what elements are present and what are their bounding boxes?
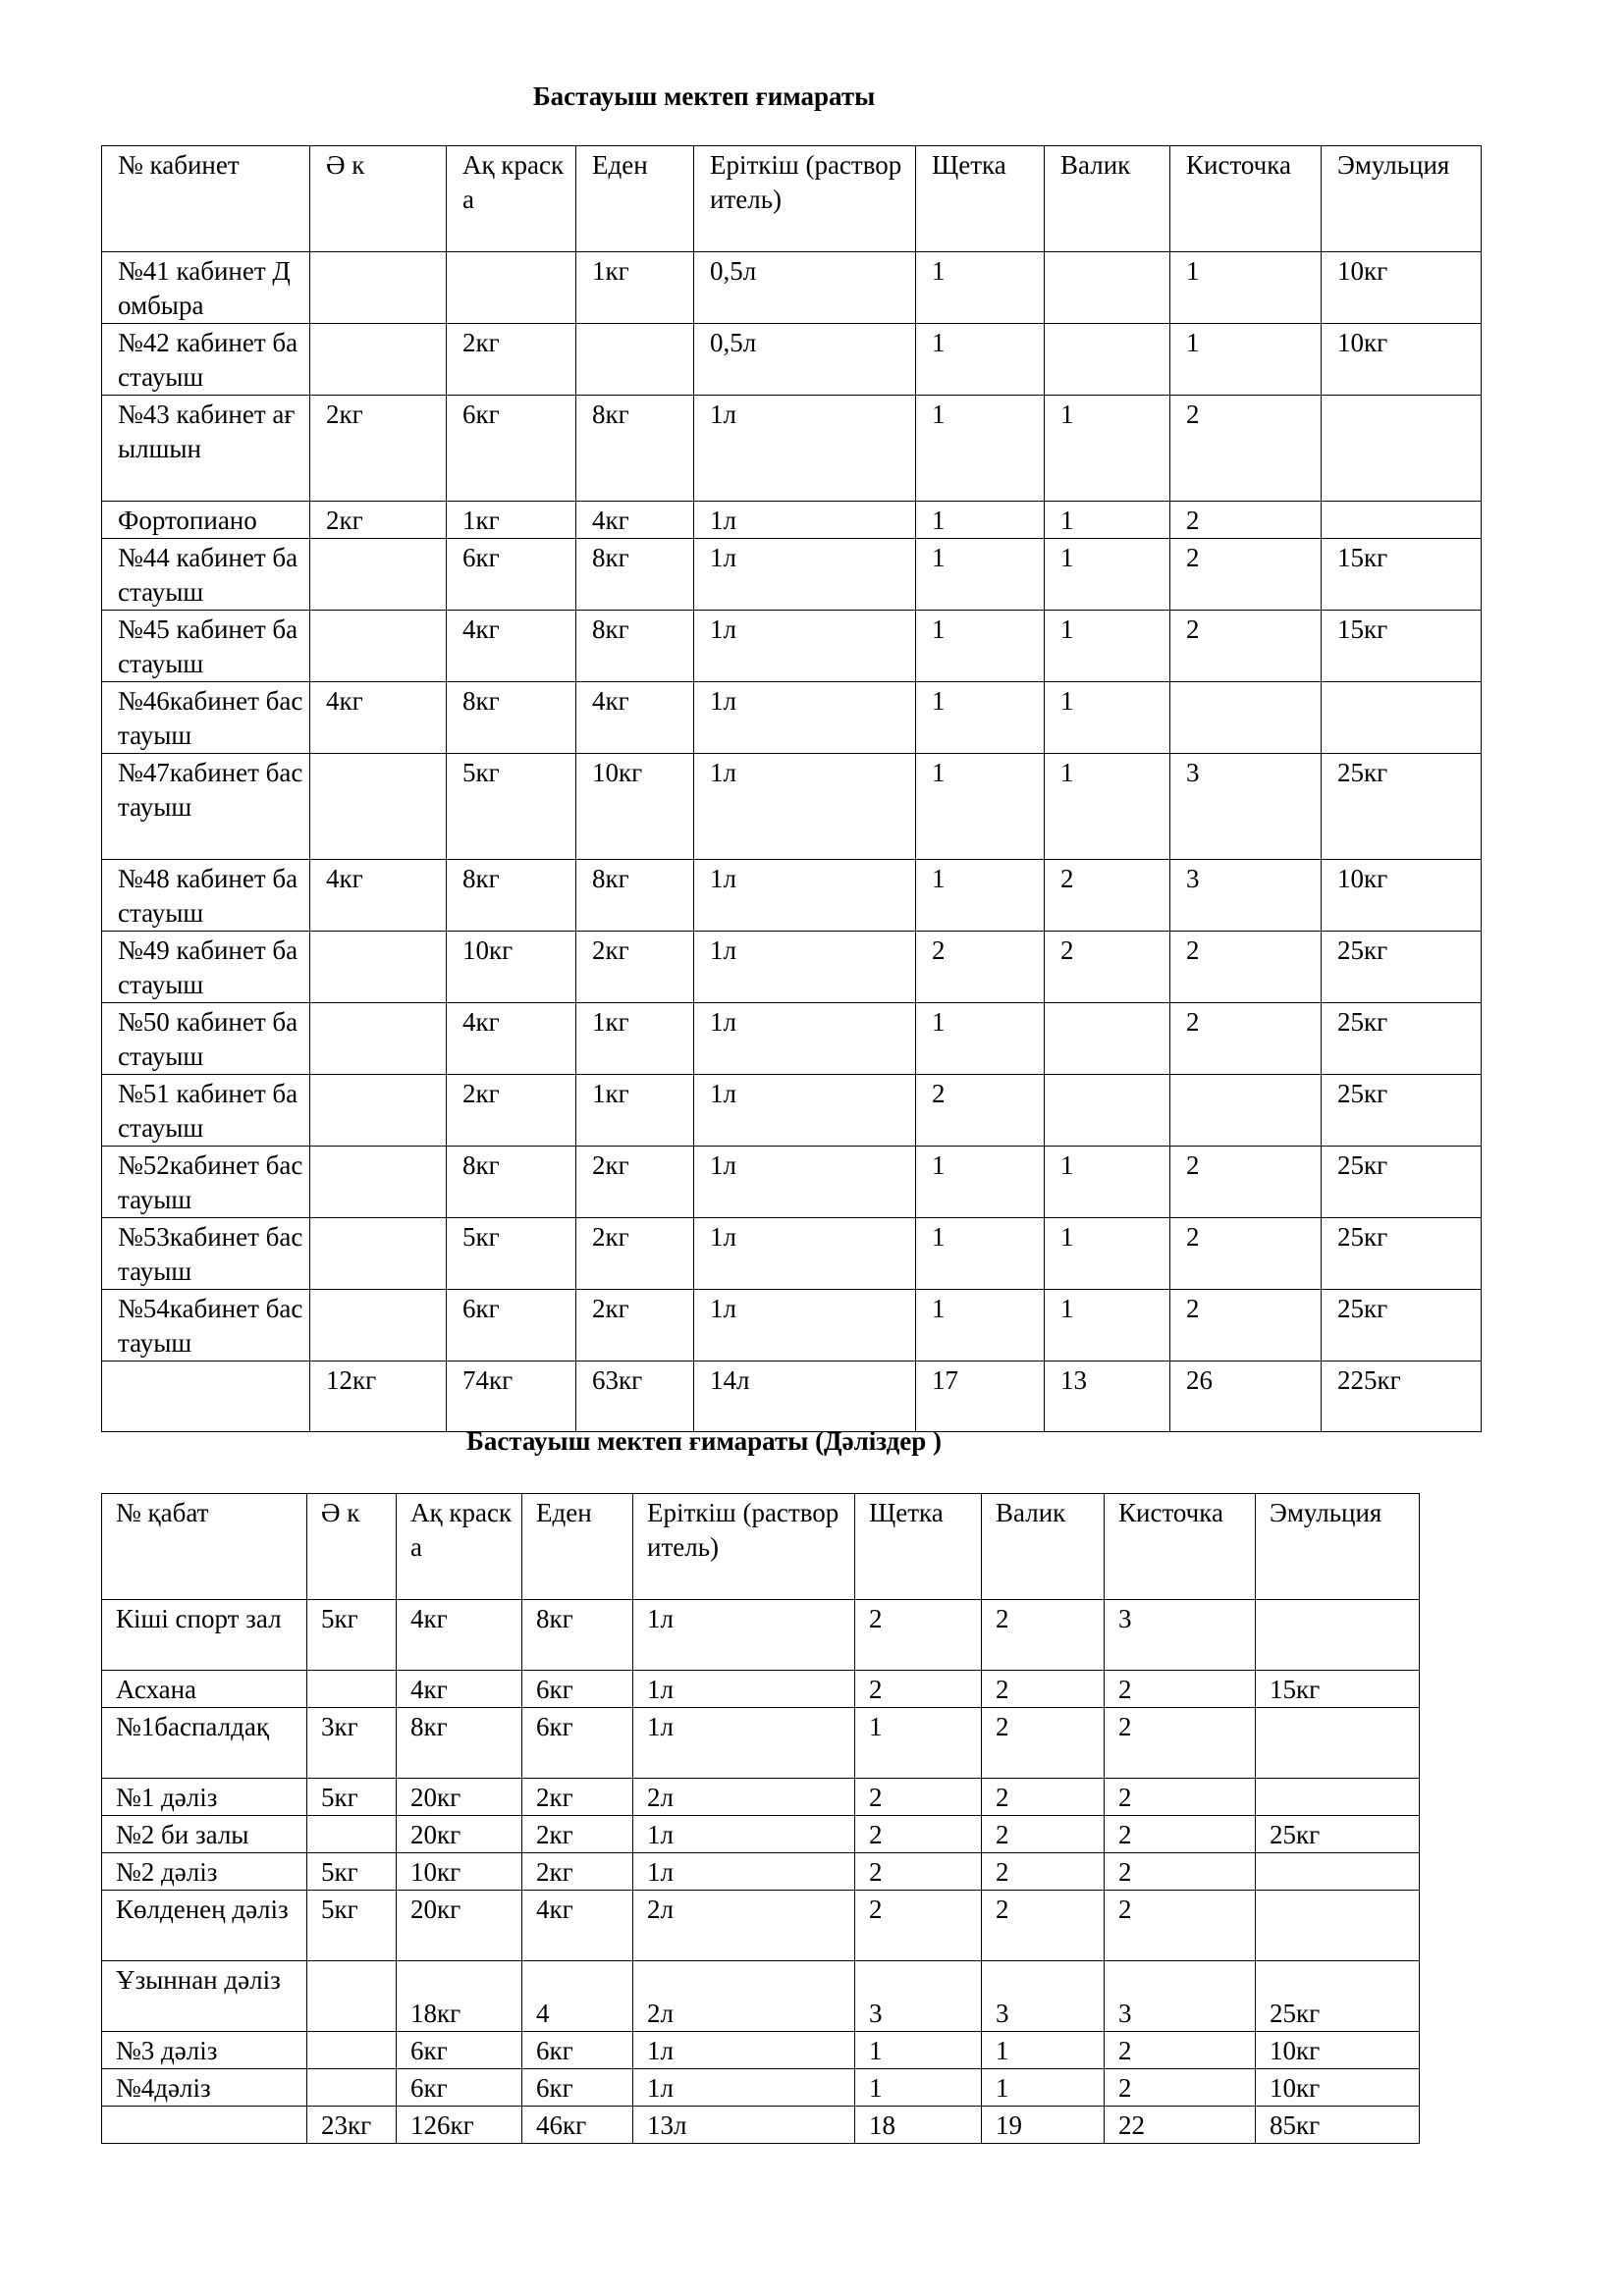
value-cell: 0,5л xyxy=(694,324,916,396)
value-cell xyxy=(1170,682,1322,754)
value-cell: 2 xyxy=(982,1779,1105,1816)
corridor-materials-table xyxy=(101,1493,1420,2144)
column-header: № қабат xyxy=(102,1494,307,1600)
value-cell: 2 xyxy=(1105,2069,1256,2107)
value-cell: 14л xyxy=(694,1362,916,1432)
column-header: Ә к xyxy=(307,1494,397,1600)
value-cell: 2 xyxy=(1170,1147,1322,1218)
value-cell: 20кг xyxy=(397,1816,522,1853)
value-cell: 1 xyxy=(1045,539,1170,611)
value-cell: 10кг xyxy=(447,932,576,1003)
table-row xyxy=(102,682,1482,754)
row-label-cell: №2 би залы xyxy=(102,1816,307,1853)
value-cell: 10кг xyxy=(397,1853,522,1891)
column-header: Валик xyxy=(982,1494,1105,1600)
value-cell: 6кг xyxy=(397,2069,522,2107)
column-header: Еріткіш (растворитель) xyxy=(633,1494,855,1600)
value-cell: 5кг xyxy=(447,754,576,860)
table-row xyxy=(102,1891,1420,1961)
value-cell: 1л xyxy=(694,1218,916,1290)
row-label-cell: №42 кабинет бастауыш xyxy=(102,324,310,396)
value-cell: 2кг xyxy=(576,1218,694,1290)
value-cell: 8кг xyxy=(447,1147,576,1218)
value-cell: 1л xyxy=(694,611,916,682)
value-cell: 1 xyxy=(916,860,1045,932)
value-cell: 8кг xyxy=(447,860,576,932)
value-cell xyxy=(307,1961,397,2032)
value-cell: 46кг xyxy=(522,2107,633,2144)
value-cell: 25кг xyxy=(1256,1961,1420,2032)
value-cell xyxy=(1256,1779,1420,1816)
column-header: Еріткіш (растворитель) xyxy=(694,146,916,252)
value-cell: 1 xyxy=(1045,1218,1170,1290)
value-cell: 25кг xyxy=(1322,1003,1482,1075)
value-cell: 2 xyxy=(982,1891,1105,1961)
table-row xyxy=(102,502,1482,539)
value-cell: 3 xyxy=(1170,754,1322,860)
value-cell: 1 xyxy=(1170,252,1322,324)
value-cell: 2 xyxy=(1045,932,1170,1003)
value-cell: 1 xyxy=(916,611,1045,682)
value-cell xyxy=(447,252,576,324)
value-cell: 19 xyxy=(982,2107,1105,2144)
value-cell: 2 xyxy=(1105,2032,1256,2069)
value-cell: 8кг xyxy=(522,1600,633,1671)
table-row xyxy=(102,1671,1420,1708)
row-label-cell: Фортопиано xyxy=(102,502,310,539)
value-cell: 6кг xyxy=(522,2069,633,2107)
value-cell: 2 xyxy=(1105,1671,1256,1708)
column-header: Еден xyxy=(522,1494,633,1600)
value-cell: 17 xyxy=(916,1362,1045,1432)
value-cell: 25кг xyxy=(1256,1816,1420,1853)
value-cell: 126кг xyxy=(397,2107,522,2144)
value-cell: 2кг xyxy=(522,1779,633,1816)
value-cell xyxy=(1256,1853,1420,1891)
value-cell: 26 xyxy=(1170,1362,1322,1432)
table-row xyxy=(102,252,1482,324)
column-header: Ә к xyxy=(310,146,447,252)
value-cell: 63кг xyxy=(576,1362,694,1432)
value-cell: 1 xyxy=(916,324,1045,396)
value-cell: 4кг xyxy=(310,682,447,754)
value-cell: 1кг xyxy=(576,1075,694,1147)
value-cell: 1л xyxy=(694,502,916,539)
row-label-cell: №46кабинет бастауыш xyxy=(102,682,310,754)
value-cell: 2 xyxy=(982,1708,1105,1779)
section2-title: Бастауыш мектеп ғимараты (Дәліздер ) xyxy=(465,1426,943,1456)
value-cell: 18 xyxy=(855,2107,982,2144)
value-cell: 1л xyxy=(694,1003,916,1075)
value-cell: 2кг xyxy=(447,1075,576,1147)
table-row xyxy=(102,1708,1420,1779)
value-cell: 1 xyxy=(916,754,1045,860)
column-header: Валик xyxy=(1045,146,1170,252)
table-row xyxy=(102,2069,1420,2107)
value-cell: 1 xyxy=(916,1290,1045,1362)
value-cell: 15кг xyxy=(1322,611,1482,682)
value-cell: 3 xyxy=(1105,1961,1256,2032)
value-cell xyxy=(1045,324,1170,396)
value-cell: 20кг xyxy=(397,1891,522,1961)
value-cell: 3 xyxy=(855,1961,982,2032)
row-label-cell: Кіші спорт зал xyxy=(102,1600,307,1671)
table-row xyxy=(102,1779,1420,1816)
value-cell: 6кг xyxy=(522,1708,633,1779)
value-cell: 10кг xyxy=(1322,324,1482,396)
value-cell: 1 xyxy=(916,682,1045,754)
value-cell: 2 xyxy=(982,1816,1105,1853)
value-cell: 1л xyxy=(633,2032,855,2069)
value-cell: 2 xyxy=(916,932,1045,1003)
row-label-cell: №48 кабинет бастауыш xyxy=(102,860,310,932)
value-cell: 2 xyxy=(855,1779,982,1816)
value-cell xyxy=(1256,1891,1420,1961)
value-cell: 2 xyxy=(1170,502,1322,539)
value-cell: 2кг xyxy=(447,324,576,396)
value-cell xyxy=(1170,1075,1322,1147)
value-cell: 1 xyxy=(1045,502,1170,539)
value-cell xyxy=(1045,252,1170,324)
row-label-cell: №41 кабинет Домбыра xyxy=(102,252,310,324)
value-cell: 10кг xyxy=(576,754,694,860)
value-cell: 1кг xyxy=(576,1003,694,1075)
value-cell: 5кг xyxy=(307,1853,397,1891)
value-cell xyxy=(1256,1708,1420,1779)
value-cell: 2 xyxy=(1045,860,1170,932)
value-cell xyxy=(1045,1003,1170,1075)
value-cell: 1 xyxy=(916,1147,1045,1218)
value-cell: 3 xyxy=(982,1961,1105,2032)
value-cell: 3кг xyxy=(307,1708,397,1779)
row-label-cell: №44 кабинет бастауыш xyxy=(102,539,310,611)
table-row xyxy=(102,1600,1420,1671)
value-cell xyxy=(310,1218,447,1290)
value-cell xyxy=(310,754,447,860)
value-cell: 18кг xyxy=(397,1961,522,2032)
row-label-cell: №54кабинет бастауыш xyxy=(102,1290,310,1362)
value-cell: 25кг xyxy=(1322,754,1482,860)
column-header: № кабинет xyxy=(102,146,310,252)
value-cell xyxy=(1322,502,1482,539)
value-cell: 6кг xyxy=(447,1290,576,1362)
value-cell: 22 xyxy=(1105,2107,1256,2144)
row-label-cell: Ұзыннан дәліз xyxy=(102,1961,307,2032)
table-row xyxy=(102,1003,1482,1075)
value-cell: 1 xyxy=(916,396,1045,502)
value-cell: 2 xyxy=(1105,1816,1256,1853)
row-label-cell: Көлденең дәліз xyxy=(102,1891,307,1961)
value-cell: 2кг xyxy=(310,396,447,502)
value-cell: 1 xyxy=(916,1218,1045,1290)
value-cell: 2 xyxy=(1170,539,1322,611)
value-cell: 2кг xyxy=(576,1147,694,1218)
value-cell: 2 xyxy=(1170,1290,1322,1362)
row-label-cell: №53кабинет бастауыш xyxy=(102,1218,310,1290)
column-header: Щетка xyxy=(916,146,1045,252)
value-cell: 1 xyxy=(1045,754,1170,860)
value-cell: 2кг xyxy=(310,502,447,539)
value-cell: 4кг xyxy=(310,860,447,932)
value-cell: 2кг xyxy=(576,932,694,1003)
value-cell: 2 xyxy=(1170,1218,1322,1290)
value-cell: 5кг xyxy=(307,1891,397,1961)
value-cell: 1кг xyxy=(447,502,576,539)
value-cell: 2 xyxy=(855,1671,982,1708)
value-cell: 1л xyxy=(694,754,916,860)
value-cell: 2 xyxy=(982,1671,1105,1708)
value-cell: 1л xyxy=(633,1600,855,1671)
value-cell: 2 xyxy=(1170,932,1322,1003)
value-cell: 4кг xyxy=(397,1671,522,1708)
value-cell: 1 xyxy=(855,1708,982,1779)
total-row xyxy=(102,1362,1482,1432)
section1-title: Бастауыш мектеп ғимараты xyxy=(532,81,876,111)
value-cell: 1л xyxy=(694,1290,916,1362)
value-cell: 5кг xyxy=(447,1218,576,1290)
value-cell: 6кг xyxy=(447,539,576,611)
value-cell: 10кг xyxy=(1322,252,1482,324)
value-cell xyxy=(310,1003,447,1075)
value-cell: 5кг xyxy=(307,1600,397,1671)
value-cell xyxy=(310,324,447,396)
value-cell: 2 xyxy=(982,1600,1105,1671)
value-cell xyxy=(307,2032,397,2069)
value-cell: 2л xyxy=(633,1779,855,1816)
value-cell: 13 xyxy=(1045,1362,1170,1432)
value-cell: 12кг xyxy=(310,1362,447,1432)
value-cell: 4 xyxy=(522,1961,633,2032)
total-row xyxy=(102,2107,1420,2144)
table-row xyxy=(102,1218,1482,1290)
value-cell: 6кг xyxy=(522,2032,633,2069)
table-row xyxy=(102,1290,1482,1362)
row-label-cell: №45 кабинет бастауыш xyxy=(102,611,310,682)
table-row xyxy=(102,324,1482,396)
value-cell: 3 xyxy=(1105,1600,1256,1671)
value-cell: 1 xyxy=(916,539,1045,611)
column-header: Щетка xyxy=(855,1494,982,1600)
value-cell xyxy=(310,611,447,682)
value-cell xyxy=(1256,1600,1420,1671)
table-row xyxy=(102,539,1482,611)
value-cell: 2л xyxy=(633,1961,855,2032)
value-cell: 25кг xyxy=(1322,1147,1482,1218)
value-cell: 23кг xyxy=(307,2107,397,2144)
value-cell: 6кг xyxy=(397,2032,522,2069)
row-label-cell: №1 дәліз xyxy=(102,1779,307,1816)
value-cell: 4кг xyxy=(447,611,576,682)
table-row xyxy=(102,611,1482,682)
value-cell: 4кг xyxy=(522,1891,633,1961)
value-cell: 1 xyxy=(982,2069,1105,2107)
value-cell: 1л xyxy=(694,396,916,502)
value-cell: 1л xyxy=(694,1075,916,1147)
value-cell: 2 xyxy=(1170,611,1322,682)
value-cell: 1л xyxy=(694,1147,916,1218)
value-cell: 15кг xyxy=(1256,1671,1420,1708)
row-label-cell: №2 дәліз xyxy=(102,1853,307,1891)
table-row xyxy=(102,754,1482,860)
table-row xyxy=(102,1961,1420,2032)
value-cell: 8кг xyxy=(576,539,694,611)
value-cell: 2 xyxy=(1105,1891,1256,1961)
value-cell: 4кг xyxy=(447,1003,576,1075)
value-cell: 3 xyxy=(1170,860,1322,932)
value-cell: 2 xyxy=(982,1853,1105,1891)
value-cell: 20кг xyxy=(397,1779,522,1816)
value-cell: 10кг xyxy=(1256,2069,1420,2107)
value-cell: 6кг xyxy=(447,396,576,502)
value-cell: 25кг xyxy=(1322,1290,1482,1362)
value-cell: 1 xyxy=(982,2032,1105,2069)
value-cell: 4кг xyxy=(397,1600,522,1671)
row-label-cell: №52кабинет бастауыш xyxy=(102,1147,310,1218)
value-cell: 1л xyxy=(694,539,916,611)
value-cell: 2кг xyxy=(522,1816,633,1853)
value-cell: 85кг xyxy=(1256,2107,1420,2144)
value-cell: 10кг xyxy=(1322,860,1482,932)
value-cell: 2кг xyxy=(576,1290,694,1362)
value-cell: 6кг xyxy=(522,1671,633,1708)
value-cell: 225кг xyxy=(1322,1362,1482,1432)
value-cell: 4кг xyxy=(576,502,694,539)
value-cell xyxy=(1322,682,1482,754)
value-cell: 8кг xyxy=(576,396,694,502)
column-header: Эмульция xyxy=(1322,146,1482,252)
value-cell: 1л xyxy=(633,1708,855,1779)
column-header: Ақ краска xyxy=(447,146,576,252)
value-cell xyxy=(1045,1075,1170,1147)
value-cell: 1л xyxy=(633,1853,855,1891)
value-cell xyxy=(310,252,447,324)
column-header: Кисточка xyxy=(1105,1494,1256,1600)
header-row xyxy=(102,146,1482,252)
value-cell: 2л xyxy=(633,1891,855,1961)
row-label-cell: Асхана xyxy=(102,1671,307,1708)
value-cell: 2 xyxy=(916,1075,1045,1147)
value-cell xyxy=(307,1816,397,1853)
value-cell: 2 xyxy=(1105,1853,1256,1891)
value-cell: 2 xyxy=(1170,396,1322,502)
value-cell: 1 xyxy=(1045,1290,1170,1362)
value-cell: 1 xyxy=(1045,611,1170,682)
value-cell: 2 xyxy=(1170,1003,1322,1075)
table-row xyxy=(102,1075,1482,1147)
value-cell: 10кг xyxy=(1256,2032,1420,2069)
row-label-cell: №50 кабинет бастауыш xyxy=(102,1003,310,1075)
value-cell: 1 xyxy=(855,2069,982,2107)
column-header: Еден xyxy=(576,146,694,252)
value-cell xyxy=(307,2069,397,2107)
value-cell: 74кг xyxy=(447,1362,576,1432)
value-cell: 1л xyxy=(633,1671,855,1708)
value-cell: 1 xyxy=(855,2032,982,2069)
table-row xyxy=(102,396,1482,502)
value-cell: 1 xyxy=(1045,682,1170,754)
column-header: Кисточка xyxy=(1170,146,1322,252)
table-row xyxy=(102,1853,1420,1891)
row-label-cell xyxy=(102,2107,307,2144)
value-cell: 25кг xyxy=(1322,1075,1482,1147)
value-cell: 2 xyxy=(855,1891,982,1961)
row-label-cell: №1баспалдақ xyxy=(102,1708,307,1779)
value-cell: 1 xyxy=(916,502,1045,539)
value-cell: 1 xyxy=(1045,396,1170,502)
value-cell: 2 xyxy=(1105,1708,1256,1779)
value-cell xyxy=(310,1290,447,1362)
row-label-cell: №3 дәліз xyxy=(102,2032,307,2069)
value-cell xyxy=(310,1147,447,1218)
value-cell: 5кг xyxy=(307,1779,397,1816)
row-label-cell: №47кабинет бастауыш xyxy=(102,754,310,860)
table-row xyxy=(102,1816,1420,1853)
row-label-cell: №4дәліз xyxy=(102,2069,307,2107)
value-cell: 1 xyxy=(1170,324,1322,396)
value-cell: 2 xyxy=(855,1600,982,1671)
row-label-cell xyxy=(102,1362,310,1432)
table-row xyxy=(102,932,1482,1003)
value-cell xyxy=(1322,396,1482,502)
value-cell: 8кг xyxy=(576,611,694,682)
value-cell: 25кг xyxy=(1322,1218,1482,1290)
header-row xyxy=(102,1494,1420,1600)
column-header: Эмульция xyxy=(1256,1494,1420,1600)
value-cell: 1 xyxy=(916,252,1045,324)
value-cell: 13л xyxy=(633,2107,855,2144)
value-cell: 2 xyxy=(1105,1779,1256,1816)
row-label-cell: №51 кабинет бастауыш xyxy=(102,1075,310,1147)
value-cell: 2 xyxy=(855,1853,982,1891)
value-cell: 4кг xyxy=(576,682,694,754)
cabinet-materials-table xyxy=(101,145,1482,1432)
value-cell: 0,5л xyxy=(694,252,916,324)
value-cell xyxy=(307,1671,397,1708)
value-cell: 1кг xyxy=(576,252,694,324)
value-cell: 1 xyxy=(916,1003,1045,1075)
value-cell: 2 xyxy=(855,1816,982,1853)
value-cell: 15кг xyxy=(1322,539,1482,611)
column-header: Ақ краска xyxy=(397,1494,522,1600)
value-cell: 8кг xyxy=(576,860,694,932)
value-cell: 8кг xyxy=(397,1708,522,1779)
value-cell xyxy=(576,324,694,396)
value-cell: 1л xyxy=(633,2069,855,2107)
row-label-cell: №43 кабинет ағылшын xyxy=(102,396,310,502)
table-row xyxy=(102,2032,1420,2069)
table-row xyxy=(102,860,1482,932)
value-cell: 2кг xyxy=(522,1853,633,1891)
table-row xyxy=(102,1147,1482,1218)
value-cell xyxy=(310,539,447,611)
value-cell: 1л xyxy=(633,1816,855,1853)
value-cell xyxy=(310,1075,447,1147)
value-cell xyxy=(310,932,447,1003)
value-cell: 25кг xyxy=(1322,932,1482,1003)
value-cell: 1л xyxy=(694,932,916,1003)
value-cell: 1л xyxy=(694,860,916,932)
value-cell: 1л xyxy=(694,682,916,754)
row-label-cell: №49 кабинет бастауыш xyxy=(102,932,310,1003)
value-cell: 1 xyxy=(1045,1147,1170,1218)
value-cell: 8кг xyxy=(447,682,576,754)
